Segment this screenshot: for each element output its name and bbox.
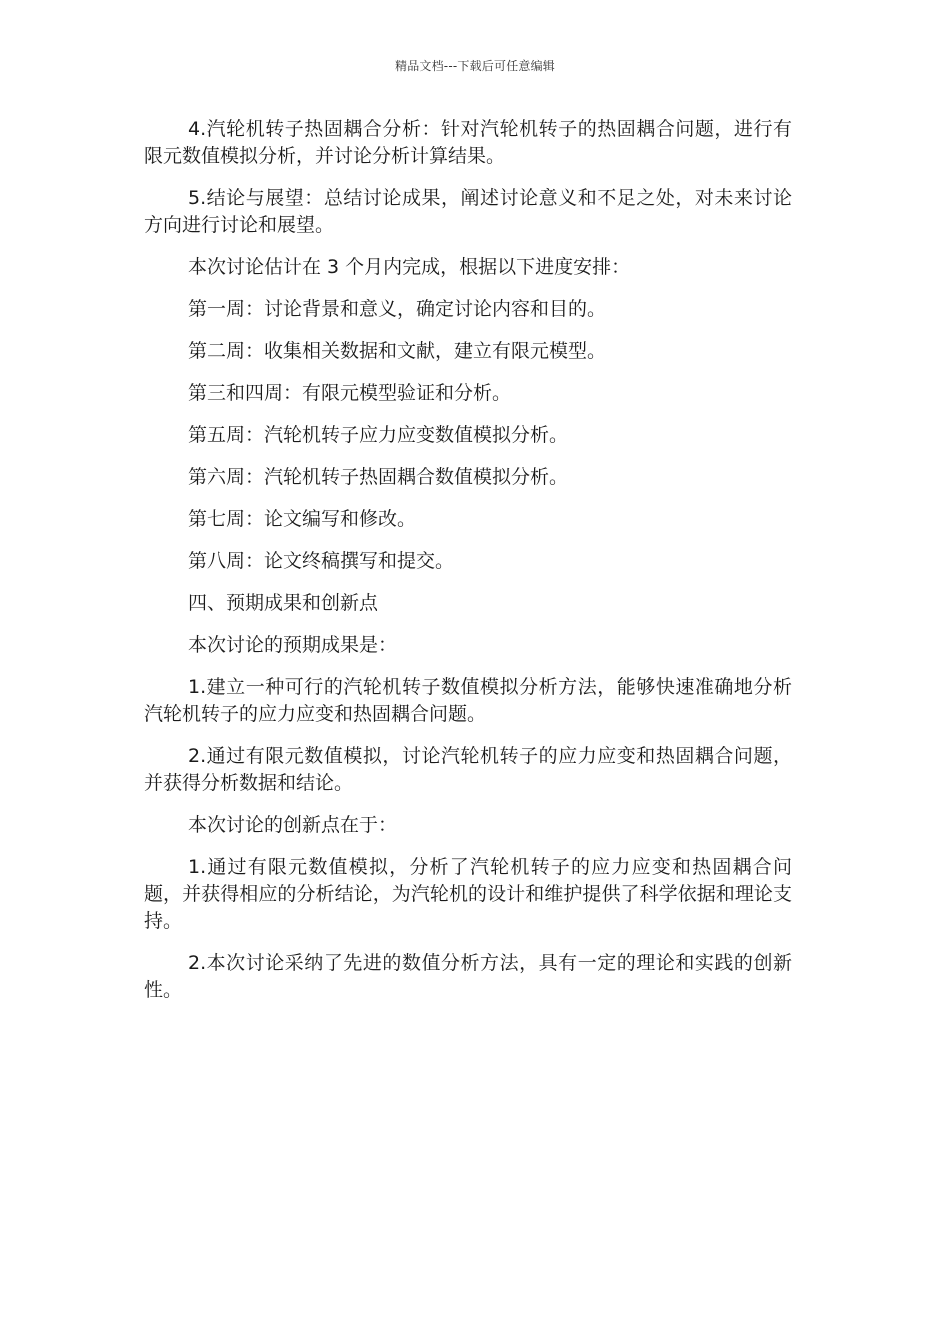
innovation-point-2: 2.本次讨论采纳了先进的数值分析方法，具有一定的理论和实践的创新性。 (144, 952, 792, 1001)
expected-outcome-1: 1.建立一种可行的汽轮机转子数值模拟分析方法，能够快速准确地分析汽轮机转子的应力应变和热固耦合问题。 (144, 676, 792, 725)
document-body (144, 116, 792, 1019)
paragraph-conclusion-outlook: 5.结论与展望：总结讨论成果，阐述讨论意义和不足之处，对未来讨论方向进行讨论和展望。 (144, 187, 792, 236)
expected-outcome-2: 2.通过有限元数值模拟，讨论汽轮机转子的应力应变和热固耦合问题，并获得分析数据和结论。 (144, 745, 792, 794)
schedule-week-8: 第八周：论文终稿撰写和提交。 (188, 550, 455, 572)
innovation-point-1: 1.通过有限元数值模拟，分析了汽轮机转子的应力应变和热固耦合问题，并获得相应的分析结论，为汽轮机的设计和维护提供了科学依据和理论支持。 (144, 856, 792, 932)
paragraph-thermal-coupling-analysis: 4.汽轮机转子热固耦合分析：针对汽轮机转子的热固耦合问题，进行有限元数值模拟分析，并讨论分析计算结果。 (144, 118, 792, 167)
schedule-week-7: 第七周：论文编写和修改。 (188, 508, 417, 530)
page-header: 精品文档---下载后可任意编辑 (395, 59, 555, 73)
schedule-week-1: 第一周：讨论背景和意义，确定讨论内容和目的。 (188, 298, 607, 320)
schedule-week-5: 第五周：汽轮机转子应力应变数值模拟分析。 (188, 424, 569, 446)
paragraph-schedule-intro: 本次讨论估计在 3 个月内完成，根据以下进度安排： (188, 256, 631, 278)
paragraph-expected-outcomes-intro: 本次讨论的预期成果是： (188, 634, 398, 656)
section-heading-outcomes-innovation: 四、预期成果和创新点 (188, 592, 379, 614)
paragraph-innovation-intro: 本次讨论的创新点在于： (188, 814, 398, 836)
schedule-week-6: 第六周：汽轮机转子热固耦合数值模拟分析。 (188, 466, 569, 488)
schedule-week-3-4: 第三和四周：有限元模型验证和分析。 (188, 382, 512, 404)
schedule-week-2: 第二周：收集相关数据和文献，建立有限元模型。 (188, 340, 607, 362)
